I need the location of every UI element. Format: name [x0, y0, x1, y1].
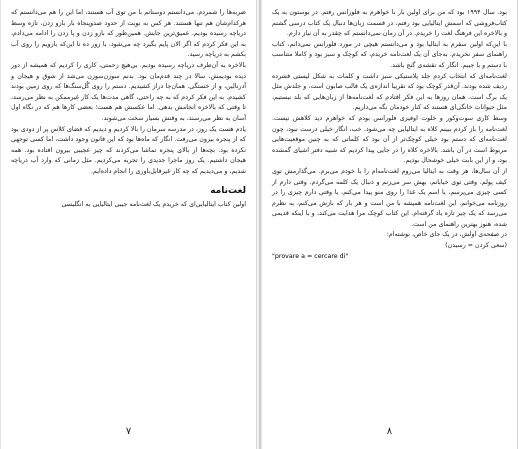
- page-seven: [0, 0, 257, 449]
- left-page-body: [11, 8, 246, 178]
- paragraph: از آن سال‌ها، هر وقت به ایتالیا می‌روم لغت‌نامه‌ام را با خودم می‌برم. می‌گذارمش توی کیف پولم. وقتی توی خیابانم، بهش سر می‌زنم و دنبال یک کلمه می‌گردم. وقتی دارم از کسی چیزی می‌پرسم، یا اسم یک غذا را روی منو پیدا می‌کنم، یا وقتی دارم چیزی را در روزنامه می‌خوانم. این لغت‌نامه همیشه با من است و هر بار که بازش می‌کنم، به نظرم می‌رسد که یک چیز تازه یاد گرفته‌ام. این کتاب کوچک مرا هدایت می‌کند، و با اینکه قدیمی شده، هنوز بهترین راهنمای من است.: [271, 167, 507, 228]
- left-page-last-paragraph: [11, 200, 246, 211]
- paragraph: بود. سال ۱۹۹۴ بود که من برای اولین بار با خواهرم به فلورانس رفتم. در بوستون به یک کتاب‌فروشی که اسمش ایتالیایی بود رفتم، در قسمت زبان‌ها دنبال یک کتاب درسی گشتم و بالاخره این فرهنگ لغت را خریدم. در آن زمان نمی‌دانستم که چقدر به آن نیاز دارم.: [271, 9, 507, 38]
- paragraph: لغت‌نامه‌ای که انتخاب کردم جلد پلاستیکی سبز داشت و کلمات به شکل لیستی فشرده ردیف شده بودند. آن‌قدر کوچک بود که تقریبا اندازه‌ی یک قالب صابون است، و جلدش مثل یک برگ است. همان روزها به این فکر افتادم که لغت‌نامه‌ها از زبان‌هایی که بلد نیستیم، مثل حیوانات خانگی‌ای هستند که کنار خودمان نگه می‌داریم.: [271, 72, 507, 112]
- paragraph: در صفحه‌ی اولش، در یک جای خاص، نوشته‌ام:: [386, 231, 507, 239]
- page-eight: [261, 0, 518, 449]
- paragraph: بالاخره به آن‌طرف دریاچه رسیده بودیم. بی‌هیچ زحمتی، کاری را کردیم که همیشه از دور دیده بودیمش، سالا در چند قدم‌مان بود. بدنم سوزن‌سوزن می‌شد از شوق و هیجان و آدرنالین، و از خستگی. همان‌جا دراز کشیدیم. دستم را روی گُل‌سنگ‌ها که روی زمین بودند کشیدم. به این فکر کردم که به چه راحتی، گاهی مدت‌ها یک کار غیرممکن به نظر می‌رسد، تا وقتی که بالاخره انجامش بدهی. اما عکسش هم هست؛ بعضی کارها هم که در نگاه اول آسان به نظر می‌رسند، به وقتش بسیار سخت می‌شوند.: [11, 61, 246, 122]
- paragraph: وسط کاری سوت‌وکور و خلوت اوفیزی فلورانس بودم که خواهرم دید کلاهش نیست. لغت‌نامه را باز کردم ببینم کلاه به ایتالیایی چه می‌شود. خب، انگار خیلی درست نبود، چون لغت‌نامه‌ای که دستم بود خیلی کوچک‌تر از آن بود که کلماتی که به چنین موقعیت‌هایی مربوط است در آن باشد. بالاخره کلاه را در جایی پیدا کردیم که شبیه دفتر اشیای گمشده بود، و از این بابت خیلی خوشحال بودیم.: [271, 114, 507, 165]
- paragraph: یادم هست یک روز، در مدرسه سرمان را بالا کردیم و دیدیم که فضای کلاس پر از دودی بود که از پنجره بیرون می‌رفت. انگار که ماه‌ها بود که این قانون وجود داشت، اما کسی توجهی نکرده بود. بچه‌ها از بالای پنجره تماشا می‌کردند که چیز عجیبی بیرون افتاده بود. همه هیجان داشتیم. یک روز ماجرا جدیدی را تجربه می‌کردیم. مثل زمانی که وارد آب دریاچه شدیم، و می‌دیدیم که چه کار غیرقابل‌باوری را انجام داده‌ایم.: [11, 125, 246, 175]
- section-heading: لغت‌نامه: [210, 185, 246, 196]
- right-page-body: [272, 8, 507, 252]
- page-number: ۷: [125, 426, 132, 437]
- quoted-phrase: "provare a = cercare di": [271, 252, 349, 260]
- page-number: ۸: [386, 426, 393, 437]
- paragraph: با این‌که اولین سفرم به ایتالیا بود و می‌دانستم هیچی در مورد فلورانس نمی‌دانم، کتاب راهنمای سفر نخریدم. به‌جای آن یک لغت‌نامه خریدم، که کوچک و سبز بود و کاملا متناسب با دستم و با جیبم. انگار که نقشه‌ی گنج باشد.: [271, 40, 507, 69]
- paragraph: اولین کتاب ایتالیایی‌ای که خریدم یک لغت‌نامه جیبی ایتالیایی به انگلیسی: [61, 200, 246, 208]
- paragraph: ضربه‌ها را شمردم. می‌دانستم دوستانم با من توی آب هستند، اما این را هم می‌دانستم که هرکدام‌شان هم تنها هستند. هر کس به نوبت از حدود صدوپنجاه بار بازو زدن، تازه وسط دریاچه رسیده بودیم. عمیق‌ترین جایش. همین‌طور که بازو زدن و پا زدن را ادامه می‌دادم، به این فکر کردم که اگر الان پایم بگیرد چه می‌شود. با زور ده تا این‌که بازویم را روی آب بکشم به دریاچه رسید.: [11, 9, 246, 59]
- paragraph: (سعی کردن = رسیدن): [445, 242, 507, 250]
